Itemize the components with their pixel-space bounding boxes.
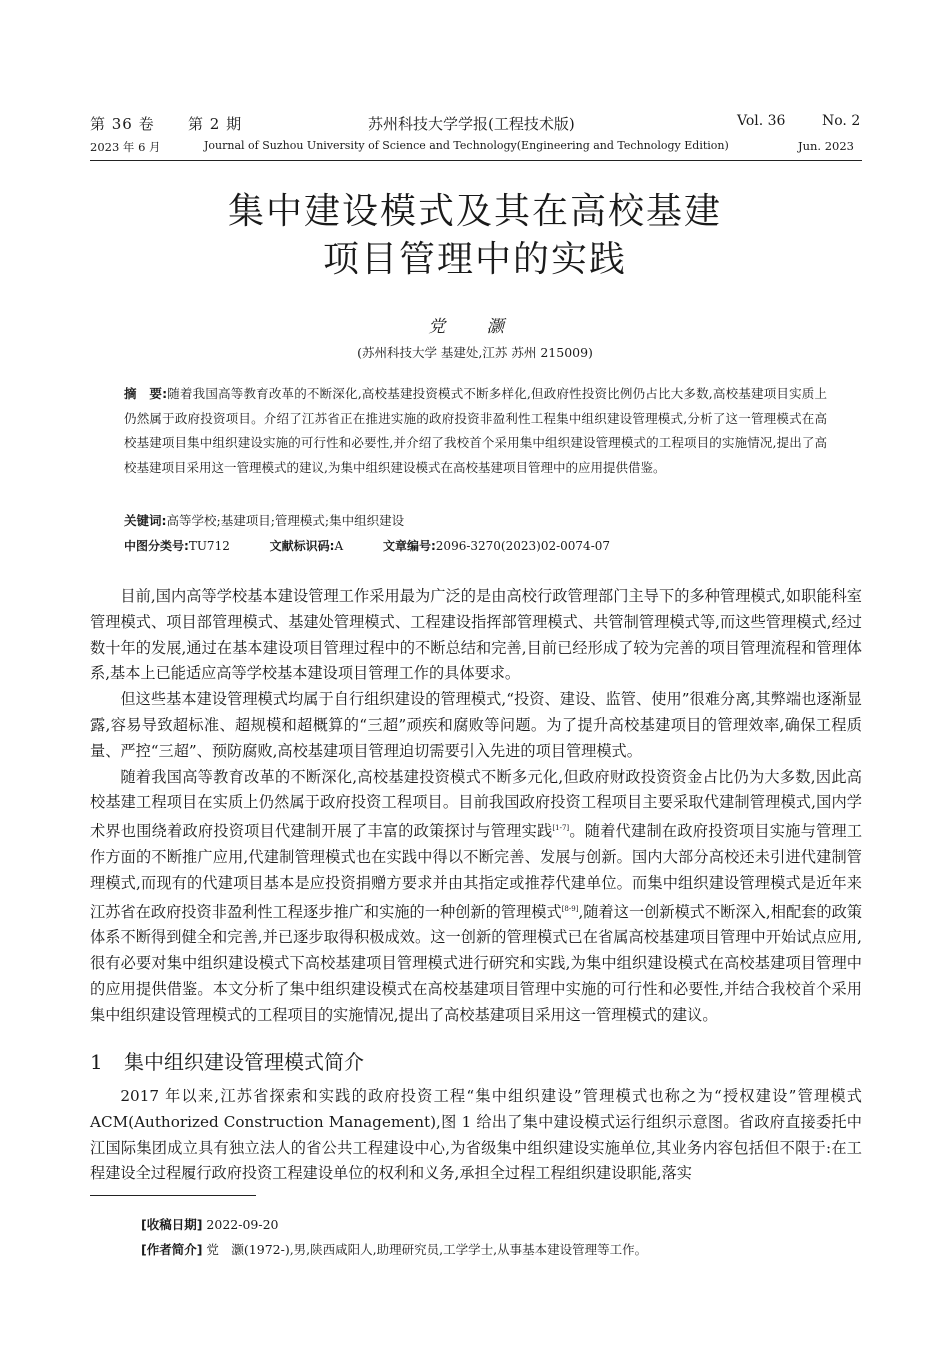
footnote-rule [90, 1195, 256, 1196]
author-bio-label: [作者简介] [141, 1242, 203, 1257]
body-section-1 [90, 1084, 862, 1187]
header-date-en: Jun. 2023 [798, 139, 855, 153]
clc-label: 中图分类号: [124, 539, 189, 553]
clc-value: TU712 [188, 539, 230, 553]
author-name: 党 灏 [428, 317, 522, 337]
header-rule [90, 160, 862, 161]
header-date-cn: 2023 年 6 月 [90, 140, 161, 154]
article-number-value: 2096-3270(2023)02-0074-07 [435, 539, 611, 553]
paragraph-1: 目前,国内高等学校基本建设管理工作采用最为广泛的是由高校行政管理部门主导下的多种管理模式,如职能科室管理模式、项目部管理模式、基建处管理模式、工程建设指挥部管理模式、共管制管理模式等,而这些管理模式,经过数十年的发展,通过在基本建设项目管理过程中的不断总结和完善,目前已经形成了较为完善的项目管理流程和管理体系,基本上已能适应高等学校基本建设项目管理工作的具体要求。 [90, 587, 862, 683]
abstract [124, 382, 827, 480]
keywords-label: 关键词: [124, 513, 167, 528]
doc-code-label: 文献标识码: [269, 539, 335, 553]
header-no-en: No. 2 [822, 113, 861, 129]
citation-1-7: [1-7] [552, 824, 570, 833]
section-1-title: 集中组织建设管理模式简介 [124, 1050, 364, 1074]
keywords-text: 高等学校;基建项目;管理模式;集中组织建设 [166, 513, 405, 528]
abstract-label: 摘 要: [124, 386, 168, 401]
section-1-heading [90, 1046, 364, 1075]
header-issue: 第 2 期 [188, 115, 243, 133]
header-journal-en: Journal of Suzhou University of Science and Technology(Engineering and Technology Edition) [204, 139, 729, 152]
footnote-author [141, 1240, 647, 1258]
footnote-received [141, 1215, 278, 1233]
paragraph-3 [90, 765, 862, 1029]
body-intro [90, 584, 862, 1029]
title-line-1: 集中建设模式及其在高校基建 [227, 191, 722, 232]
received-value: 2022-09-20 [202, 1217, 279, 1232]
article-number-label: 文章编号: [382, 539, 436, 553]
paragraph-4: 2017 年以来,江苏省探索和实践的政府投资工程“集中组织建设”管理模式也称之为“授权建设”管理模式 ACM(Authorized Construction Management),图 1 给出了集中建设模式运行组织示意图。省政府直接委托中江国际集团成立具有独立法人的省公共工程建设中心,为省级集中组织建设实施单位,其业务内容包括但不限于:在工程建设全过程履行政府投资工程建设单位的权利和义务,承担全过程工程组织建设职能,落实 [90, 1087, 862, 1183]
paragraph-3-part-c: ,随着这一创新模式不断深入,相配套的政策体系不断得到健全和完善,并已逐步取得积极成效。这一创新的管理模式已在省属高校基建项目管理中开始试点应用,很有必要对集中组织建设模式下高校基建项目管理模式进行研究和实践,为集中组织建设模式在高校基建项目管理中的应用提供借鉴。本文分析了集中组织建设模式在高校基建项目管理中实施的可行性和必要性,并结合我校首个采用集中组织建设管理模式的工程项目的实施情况,提出了高校基建项目采用这一管理模式的建议。 [90, 902, 863, 1024]
paragraph-3-part-a: 随着我国高等教育改革的不断深化,高校基建投资模式不断多元化,但政府财政投资资金占比仍为大多数,因此高校基建工程项目在实质上仍然属于政府投资工程项目。目前我国政府投资工程项目主要采取代建制管理模式,国内学术界也围绕着政府投资项目代建制开展了丰富的政策探讨与管理实践 [90, 767, 862, 841]
keywords [124, 511, 404, 529]
paragraph-3-part-b: 。随着代建制在政府投资项目实施与管理工作方面的不断推广应用,代建制管理模式也在实践中得以不断完善、发展与创新。国内大部分高校还未引进代建制管理模式,而现有的代建项目基本是应投资捐赠方要求并由其指定或推荐代建单位。而集中组织建设管理模式是近年来江苏省在政府投资非盈利性工程逐步推广和实施的一种创新的管理模式 [90, 822, 863, 921]
received-label: [收稿日期] [141, 1217, 203, 1232]
title-line-2: 项目管理中的实践 [322, 239, 627, 280]
author-affiliation: (苏州科技大学 基建处,江苏 苏州 215009) [357, 345, 593, 360]
citation-8-9: [8-9] [561, 904, 579, 913]
header-journal-cn: 苏州科技大学学报(工程技术版) [368, 115, 575, 133]
paragraph-2: 但这些基本建设管理模式均属于自行组织建设的管理模式,“投资、建设、监管、使用”很难分离,其弊端也逐渐显露,容易导致超标准、超规模和超概算的“三超”顽疾和腐败等问题。为了提升高校基建项目的管理效率,确保工程质量、严控“三超”、预防腐败,高校基建项目管理迫切需要引入先进的项目管理模式。 [90, 690, 862, 760]
author-bio-value: 党 灏(1972-),男,陕西咸阳人,助理研究员,工学学士,从事基本建设管理等工作。 [202, 1242, 648, 1257]
section-1-number: 1 [90, 1050, 103, 1074]
header-vol-en: Vol. 36 [737, 113, 786, 129]
doc-code-value: A [334, 539, 344, 553]
header-volume: 第 36 卷 [90, 115, 155, 133]
classification [124, 537, 646, 554]
abstract-text: 随着我国高等教育改革的不断深化,高校基建投资模式不断多样化,但政府性投资比例仍占比大多数,高校基建项目实质上仍然属于政府投资项目。介绍了江苏省正在推进实施的政府投资非盈利性工程集中组织建设管理模式,分析了这一管理模式在高校基建项目集中组织建设实施的可行性和必要性,并介绍了我校首个采用集中组织建设管理模式的工程项目的实施情况,提出了高校基建项目采用这一管理模式的建议,为集中组织建设模式在高校基建项目管理中的应用提供借鉴。 [124, 386, 827, 475]
